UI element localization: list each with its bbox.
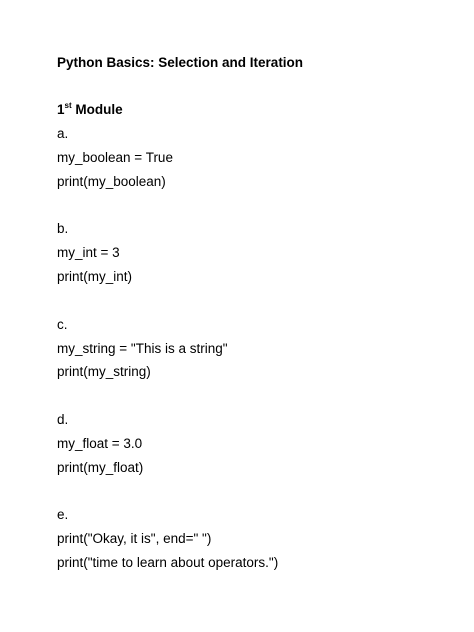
module-ordinal-suffix: st — [64, 100, 72, 110]
code-line: print("Okay, it is", end=" ") — [57, 531, 212, 546]
code-line: print(my_float) — [57, 460, 144, 475]
code-line: my_int = 3 — [57, 245, 120, 260]
document-title: Python Basics: Selection and Iteration — [57, 55, 304, 70]
module-number: 1 — [57, 102, 65, 117]
section-label-a: a. — [57, 126, 69, 141]
code-line: print(my_int) — [57, 269, 133, 284]
code-line: my_boolean = True — [57, 150, 173, 165]
section-label-e: e. — [57, 507, 69, 522]
code-line: my_float = 3.0 — [57, 436, 143, 451]
module-label: Module — [71, 102, 123, 117]
section-label-c: c. — [57, 317, 68, 332]
code-line: print(my_string) — [57, 364, 151, 379]
code-line: print(my_boolean) — [57, 174, 166, 189]
section-label-d: d. — [57, 412, 69, 427]
module-heading — [57, 102, 123, 118]
code-line: my_string = "This is a string" — [57, 341, 228, 356]
section-label-b: b. — [57, 221, 69, 236]
code-line: print("time to learn about operators.") — [57, 555, 279, 570]
